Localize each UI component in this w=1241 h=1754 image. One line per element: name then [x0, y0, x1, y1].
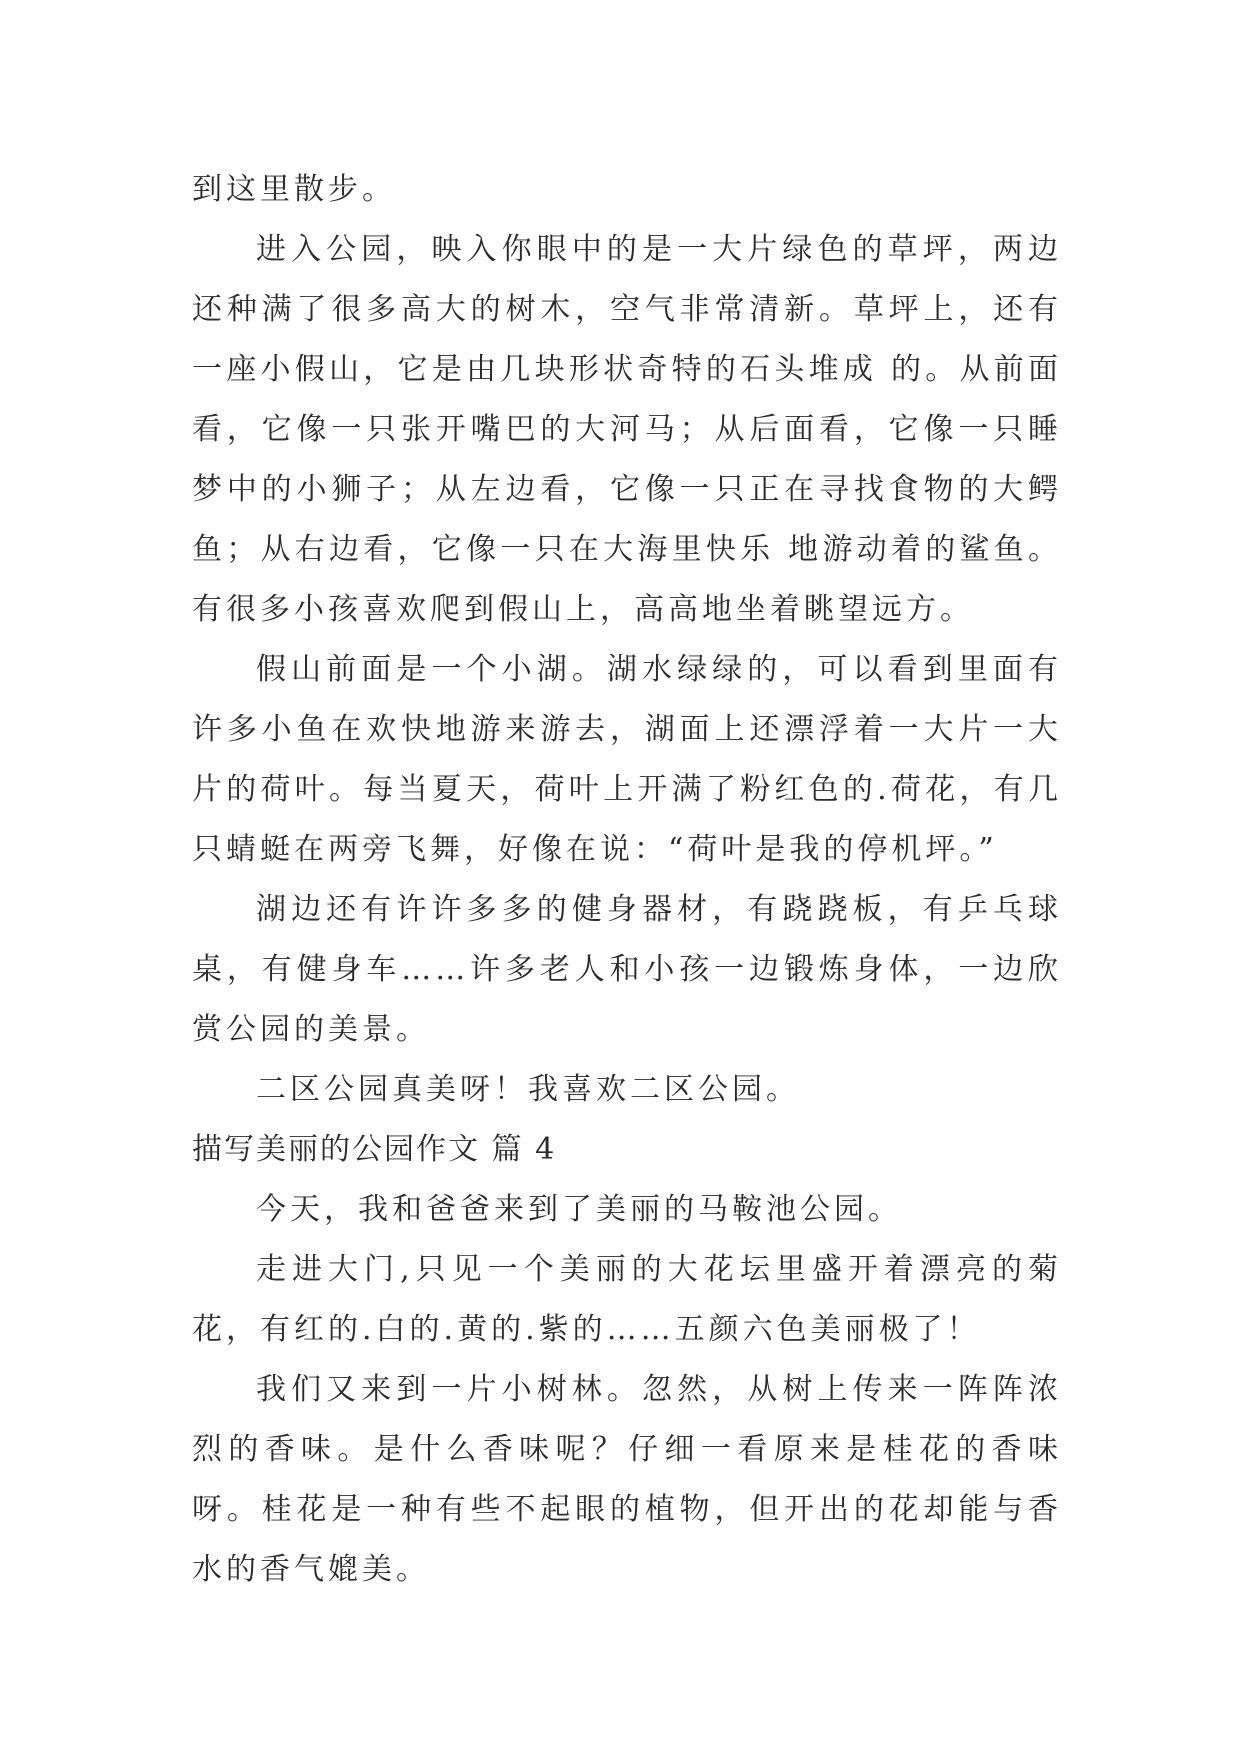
paragraph-1: 到这里散步。: [192, 172, 396, 207]
paragraph-6: 今天，我和爸爸来到了美丽的马鞍池公园。: [256, 1192, 902, 1227]
paragraph-2: 进入公园，映入你眼中的是一大片绿色的草坪，两边还种满了很多高大的树木，空气非常清新。草坪上，还有一座小假山，它是由几块形状奇特的石头堆成 的。从前面看，它像一只张开嘴巴的大河马；从后面看，它像一只睡梦中的小狮子；从左边看，它像一只正在寻找食物的大鳄鱼；从右边看，它像一只在大海里快乐 地游动着的鲨鱼。有很多小孩喜欢爬到假山上，高高地坐着眺望远方。: [192, 232, 1062, 627]
paragraph-7: 走进大门,只见一个美丽的大花坛里盛开着漂亮的菊花，有红的.白的.黄的.紫的……五颜六色美丽极了！: [192, 1252, 1062, 1347]
paragraph-5: 二区公园真美呀！我喜欢二区公园。: [256, 1072, 800, 1107]
paragraph-8: 我们又来到一片小树林。忽然，从树上传来一阵阵浓烈的香味。是什么香味呢？仔细一看原来是桂花的香味呀。桂花是一种有些不起眼的植物，但开出的花却能与香水的香气媲美。: [192, 1372, 1062, 1587]
section-heading: 描写美丽的公园作文 篇 4: [192, 1132, 557, 1167]
document-page: [192, 160, 1062, 1600]
paragraph-4: 湖边还有许许多多的健身器材，有跷跷板，有乒乓球桌，有健身车……许多老人和小孩一边锻炼身体，一边欣赏公园的美景。: [192, 892, 1062, 1047]
paragraph-3: 假山前面是一个小湖。湖水绿绿的，可以看到里面有许多小鱼在欢快地游来游去，湖面上还漂浮着一大片一大片的荷叶。每当夏天，荷叶上开满了粉红色的.荷花，有几只蜻蜓在两旁飞舞，好像在说：“荷叶是我的停机坪。”: [192, 652, 1062, 867]
